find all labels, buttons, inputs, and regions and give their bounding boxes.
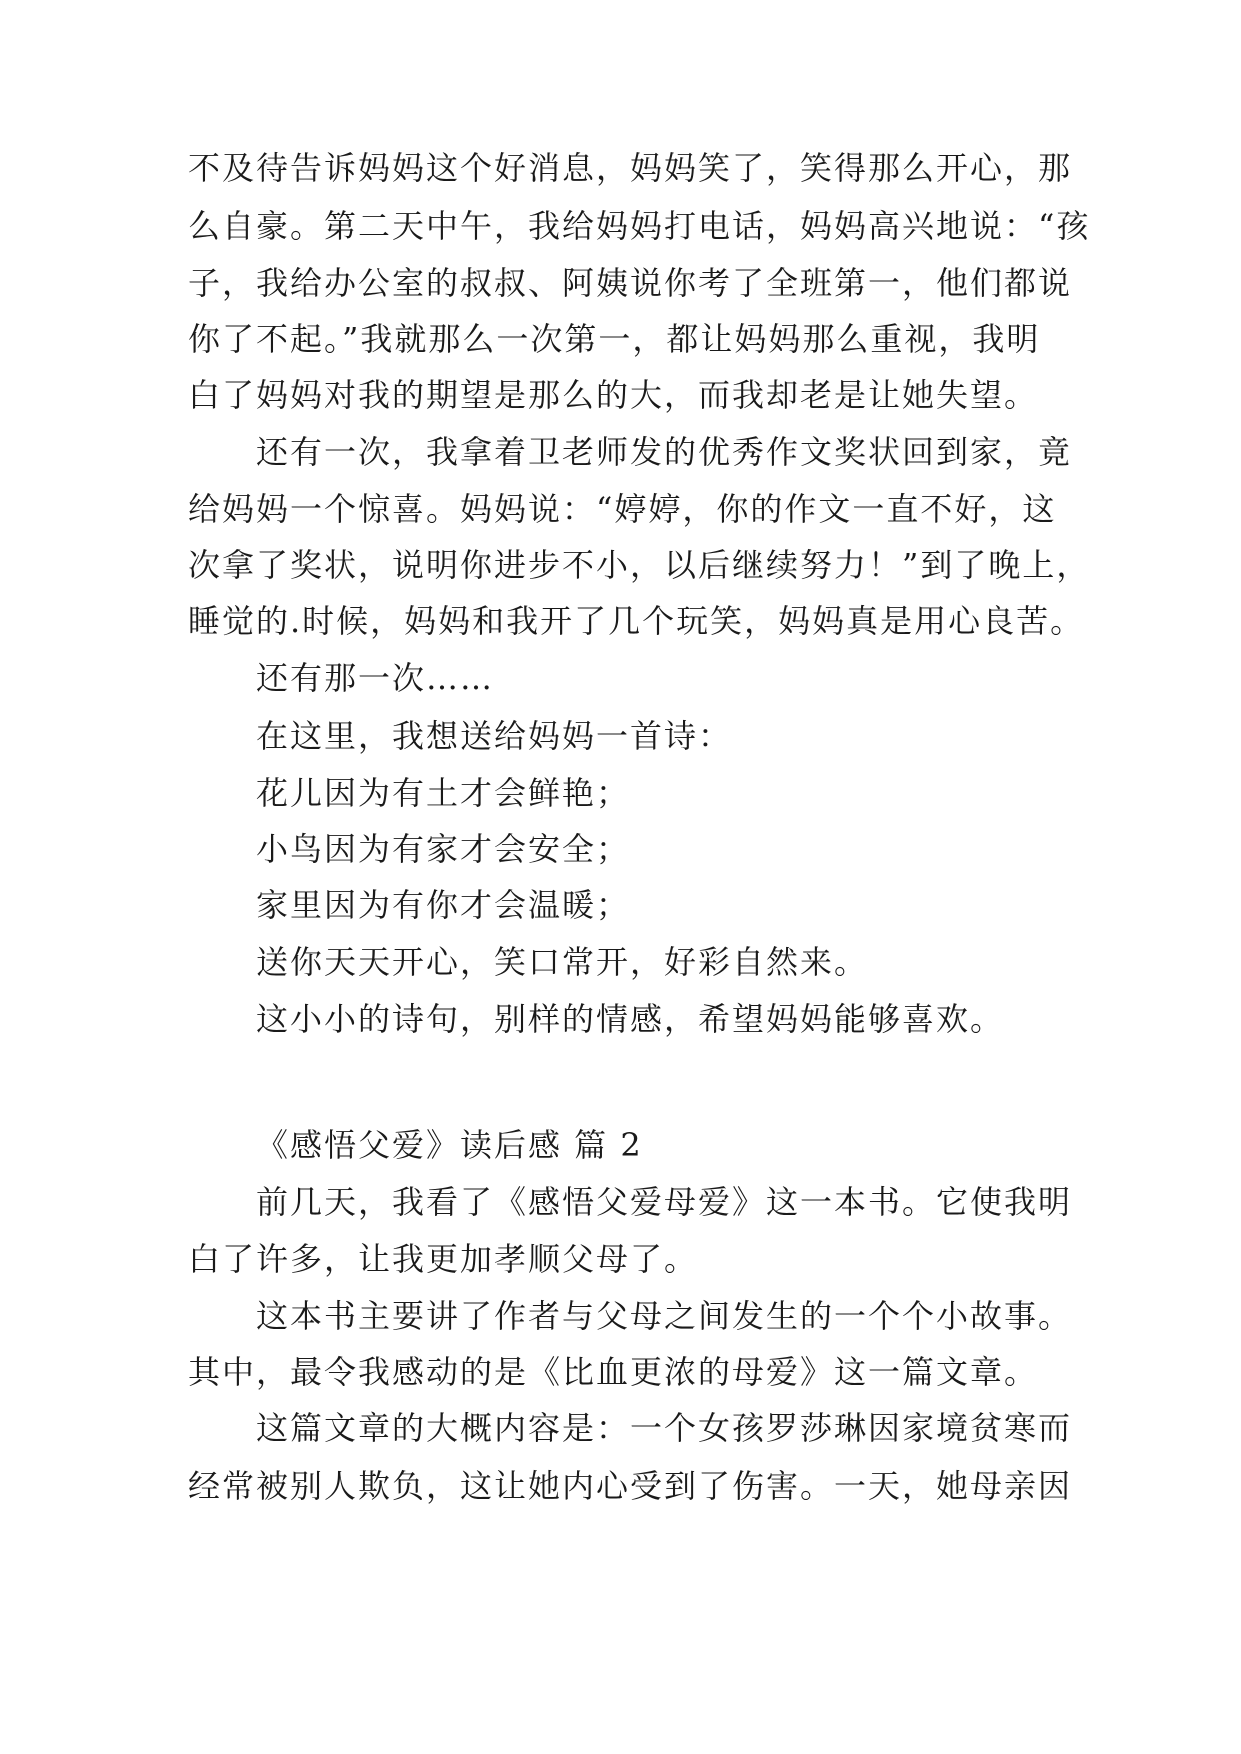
paragraph-line: 这小小的诗句，别样的情感，希望妈妈能够喜欢。 xyxy=(256,1000,1005,1038)
paragraph-line: 白了妈妈对我的期望是那么的大，而我却老是让她失望。 xyxy=(188,376,1039,414)
poem-line: 家里因为有你才会温暖； xyxy=(256,886,631,924)
paragraph-line: 这篇文章的大概内容是：一个女孩罗莎琳因家境贫寒而 xyxy=(256,1409,1073,1447)
paragraph-line: 还有一次，我拿着卫老师发的优秀作文奖状回到家，竟 xyxy=(256,433,1073,471)
paragraph-line: 白了许多，让我更加孝顺父母了。 xyxy=(188,1240,699,1278)
paragraph-line: 前几天，我看了《感悟父爱母爱》这一本书。它使我明 xyxy=(256,1183,1073,1221)
poem-line: 花儿因为有土才会鲜艳； xyxy=(256,774,631,812)
paragraph-line: 子，我给办公室的叔叔、阿姨说你考了全班第一，他们都说 xyxy=(188,264,1073,302)
paragraph-line: 经常被别人欺负，这让她内心受到了伤害。一天，她母亲因 xyxy=(188,1467,1073,1505)
paragraph-line: 这本书主要讲了作者与父母之间发生的一个个小故事。 xyxy=(256,1297,1073,1335)
paragraph-line: 在这里，我想送给妈妈一首诗： xyxy=(256,717,733,755)
paragraph-line: 不及待告诉妈妈这个好消息，妈妈笑了，笑得那么开心，那 xyxy=(188,149,1073,187)
paragraph-line: 次拿了奖状，说明你进步不小，以后继续努力！”到了晚上， xyxy=(188,546,1091,584)
paragraph-line: 么自豪。第二天中午，我给妈妈打电话，妈妈高兴地说：“孩 xyxy=(188,207,1091,245)
paragraph-line: 给妈妈一个惊喜。妈妈说：“婷婷，你的作文一直不好，这 xyxy=(188,490,1057,528)
poem-line: 送你天天开心，笑口常开，好彩自然来。 xyxy=(256,943,869,981)
section-heading: 《感悟父爱》读后感 篇 2 xyxy=(256,1126,643,1164)
paragraph-line: 其中，最令我感动的是《比血更浓的母爱》这一篇文章。 xyxy=(188,1353,1039,1391)
paragraph-line: 你了不起。”我就那么一次第一，都让妈妈那么重视，我明 xyxy=(188,320,1041,358)
paragraph-line: 睡觉的.时候，妈妈和我开了几个玩笑，妈妈真是用心良苦。 xyxy=(188,602,1085,640)
poem-line: 小鸟因为有家才会安全； xyxy=(256,830,631,868)
paragraph-line: 还有那一次…… xyxy=(256,659,495,697)
